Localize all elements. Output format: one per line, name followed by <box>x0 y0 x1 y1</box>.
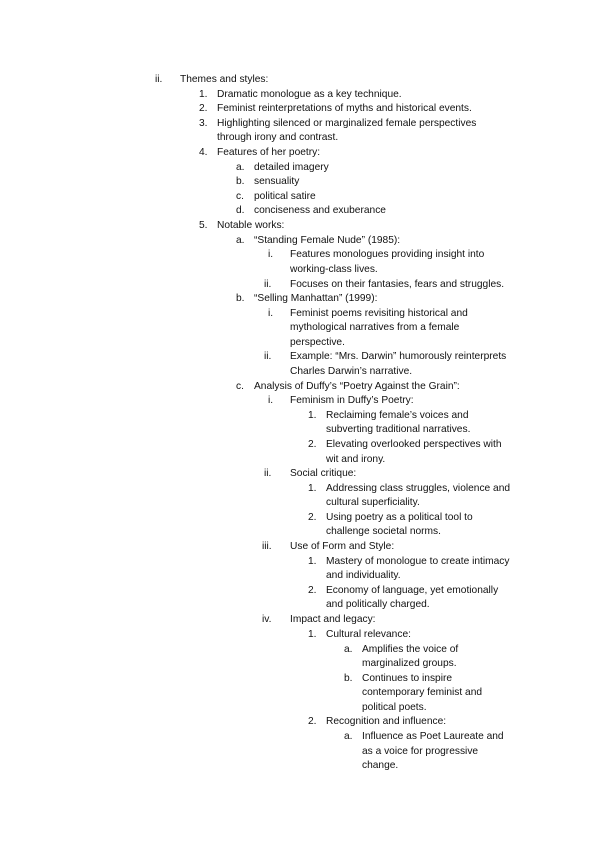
list-item: conciseness and exuberance <box>254 205 386 216</box>
list-item-continuation: mythological narratives from a female <box>290 322 460 333</box>
list-item: sensuality <box>254 176 300 187</box>
item-marker: 1. <box>308 410 317 421</box>
item-marker: 2. <box>199 103 208 114</box>
list-item-continuation: and politically charged. <box>326 599 430 610</box>
item-marker: 5. <box>199 220 208 231</box>
item-marker: ii. <box>264 351 272 362</box>
item-marker: a. <box>344 731 353 742</box>
list-item: Recognition and influence: <box>326 716 447 727</box>
item-marker: a. <box>236 235 245 246</box>
list-item: Notable works: <box>217 220 285 231</box>
section-heading: Themes and styles: <box>180 74 269 85</box>
item-marker: 1. <box>308 556 317 567</box>
item-marker: ii. <box>264 468 272 479</box>
list-item-continuation: cultural superficiality. <box>326 497 420 508</box>
item-marker: 2. <box>308 439 317 450</box>
item-marker: iv. <box>262 614 272 625</box>
list-item: Analysis of Duffy’s “Poetry Against the Grain”: <box>254 381 460 392</box>
list-item: Focuses on their fantasies, fears and struggles. <box>290 279 505 290</box>
list-item: Feminist poems revisiting historical and <box>290 308 468 319</box>
item-marker: i. <box>268 308 274 319</box>
item-marker: d. <box>236 205 245 216</box>
list-item-continuation: change. <box>362 760 399 771</box>
item-marker: 2. <box>308 512 317 523</box>
list-item: Social critique: <box>290 468 357 479</box>
list-item-continuation: political poets. <box>362 702 427 713</box>
list-item: Elevating overlooked perspectives with <box>326 439 502 450</box>
list-item: Highlighting silenced or marginalized female perspectives <box>217 118 477 129</box>
list-item: Use of Form and Style: <box>290 541 395 552</box>
item-marker: b. <box>236 176 245 187</box>
list-item-continuation: subverting traditional narratives. <box>326 424 471 435</box>
list-item: Dramatic monologue as a key technique. <box>217 89 402 100</box>
list-item-continuation: Charles Darwin’s narrative. <box>290 366 413 377</box>
list-item: “Standing Female Nude” (1985): <box>254 235 401 246</box>
list-item: Cultural relevance: <box>326 629 411 640</box>
list-item: Features monologues providing insight into <box>290 249 485 260</box>
list-item: Amplifies the voice of <box>362 644 459 655</box>
item-marker: 2. <box>308 716 317 727</box>
list-item: Economy of language, yet emotionally <box>326 585 499 596</box>
list-item-continuation: marginalized groups. <box>362 658 457 669</box>
item-marker: b. <box>236 293 245 304</box>
list-item: Reclaiming female’s voices and <box>326 410 469 421</box>
item-marker: i. <box>268 249 274 260</box>
list-item-continuation: challenge societal norms. <box>326 526 441 537</box>
item-marker: b. <box>344 673 353 684</box>
list-item: Feminist reinterpretations of myths and historical events. <box>217 103 472 114</box>
list-item: Mastery of monologue to create intimacy <box>326 556 510 567</box>
list-item: political satire <box>254 191 316 202</box>
list-item: Impact and legacy: <box>290 614 376 625</box>
list-item-continuation: as a voice for progressive <box>362 746 479 757</box>
item-marker: c. <box>236 381 244 392</box>
item-marker: c. <box>236 191 244 202</box>
list-item-continuation: and individuality. <box>326 570 401 581</box>
list-item: Influence as Poet Laureate and <box>362 731 504 742</box>
list-item: Addressing class struggles, violence and <box>326 483 511 494</box>
list-item: “Selling Manhattan” (1999): <box>254 293 378 304</box>
item-marker: 2. <box>308 585 317 596</box>
list-item-continuation: perspective. <box>290 337 345 348</box>
list-item: detailed imagery <box>254 162 329 173</box>
item-marker: ii. <box>264 279 272 290</box>
list-item: Feminism in Duffy’s Poetry: <box>290 395 414 406</box>
item-marker: i. <box>268 395 274 406</box>
item-marker: a. <box>236 162 245 173</box>
list-item-continuation: wit and irony. <box>326 454 386 465</box>
section-marker: ii. <box>155 74 163 85</box>
item-marker: 1. <box>308 629 317 640</box>
item-marker: 3. <box>199 118 208 129</box>
item-marker: 1. <box>199 89 208 100</box>
list-item: Example: “Mrs. Darwin” humorously reinterprets <box>290 351 507 362</box>
item-marker: a. <box>344 644 353 655</box>
list-item-continuation: contemporary feminist and <box>362 687 483 698</box>
list-item: Continues to inspire <box>362 673 453 684</box>
list-item-continuation: through irony and contrast. <box>217 132 339 143</box>
item-marker: iii. <box>262 541 272 552</box>
list-item: Features of her poetry: <box>217 147 321 158</box>
item-marker: 4. <box>199 147 208 158</box>
list-item-continuation: working-class lives. <box>290 264 378 275</box>
item-marker: 1. <box>308 483 317 494</box>
list-item: Using poetry as a political tool to <box>326 512 473 523</box>
